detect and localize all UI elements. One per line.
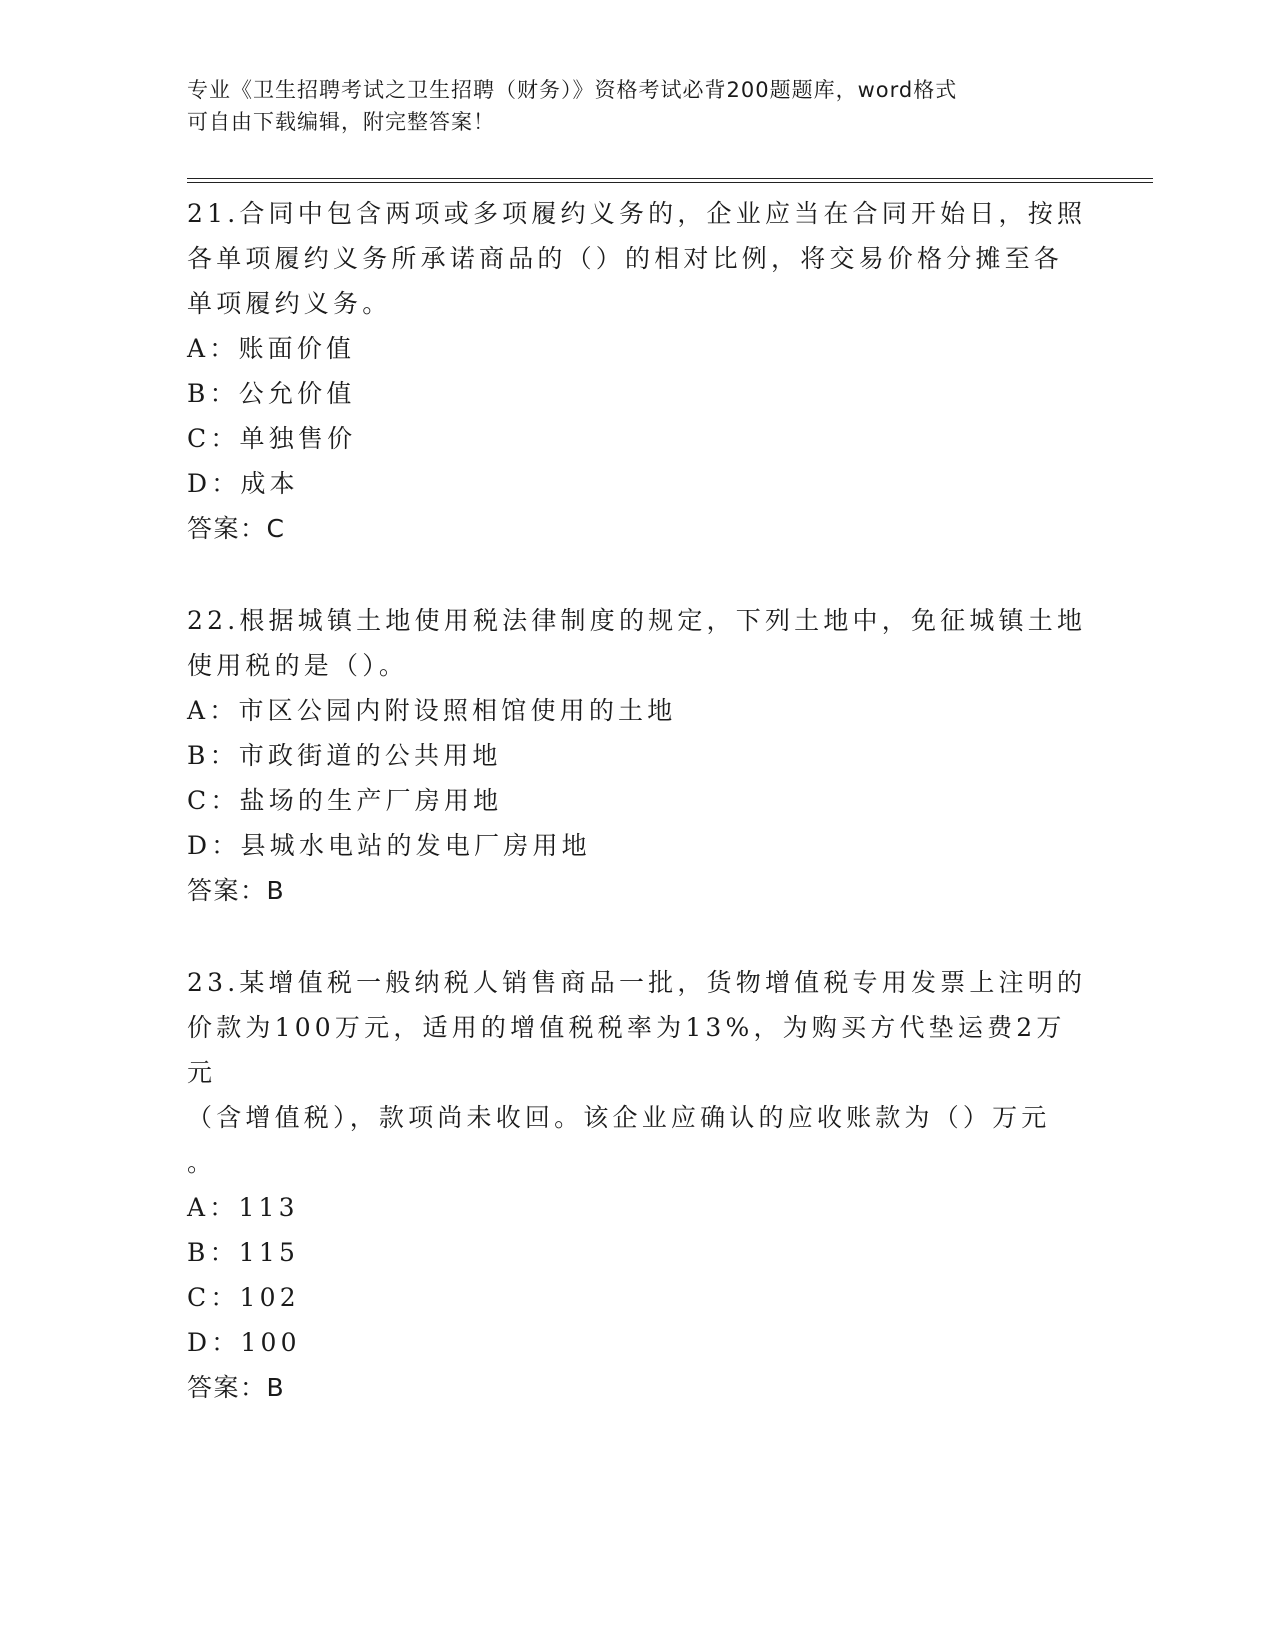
- question-text-line: （含增值税），款项尚未收回。该企业应确认的应收账款为（）万元: [187, 1103, 1051, 1132]
- question-text-line: 使用税的是（）。: [187, 651, 409, 680]
- option-c: C：102: [187, 1283, 300, 1312]
- question-text-line: 21.合同中包含两项或多项履约义务的，企业应当在合同开始日，按照: [187, 199, 1087, 228]
- question-text-line: 22.根据城镇土地使用税法律制度的规定，下列土地中，免征城镇土地: [187, 606, 1087, 635]
- header-line-1: 专业《卫生招聘考试之卫生招聘（财务）》资格考试必背200题题库，word格式: [187, 78, 958, 102]
- option-d: D：县城水电站的发电厂房用地: [187, 831, 591, 860]
- question-list: [187, 191, 1087, 1457]
- question-21: [187, 191, 1087, 551]
- header-line-2: 可自由下载编辑，附完整答案！: [187, 110, 495, 134]
- option-b: B：市政街道的公共用地: [187, 741, 502, 770]
- header-divider: [187, 178, 1153, 183]
- answer: 答案：B: [187, 1373, 286, 1402]
- question-23: [187, 960, 1087, 1410]
- option-d: D：100: [187, 1328, 301, 1357]
- question-22: [187, 598, 1087, 913]
- question-text-line: 价款为100万元，适用的增值税税率为13%，为购买方代垫运费2万元: [187, 1013, 1066, 1087]
- option-c: C：单独售价: [187, 424, 357, 453]
- document-header: [187, 74, 1067, 138]
- option-a: A：市区公园内附设照相馆使用的土地: [187, 696, 677, 725]
- option-c: C：盐场的生产厂房用地: [187, 786, 503, 815]
- question-text-tail: 。: [187, 1148, 213, 1177]
- option-a: A：账面价值: [187, 334, 356, 363]
- option-a: A：113: [187, 1193, 299, 1222]
- option-d: D：成本: [187, 469, 299, 498]
- option-b: B：115: [187, 1238, 300, 1267]
- answer: 答案：C: [187, 514, 286, 543]
- question-text-line: 各单项履约义务所承诺商品的（）的相对比例，将交易价格分摊至各: [187, 244, 1064, 273]
- question-text-line: 单项履约义务。: [187, 289, 392, 318]
- question-text-line: 23.某增值税一般纳税人销售商品一批，货物增值税专用发票上注明的: [187, 968, 1087, 997]
- option-b: B：公允价值: [187, 379, 356, 408]
- answer: 答案：B: [187, 876, 286, 905]
